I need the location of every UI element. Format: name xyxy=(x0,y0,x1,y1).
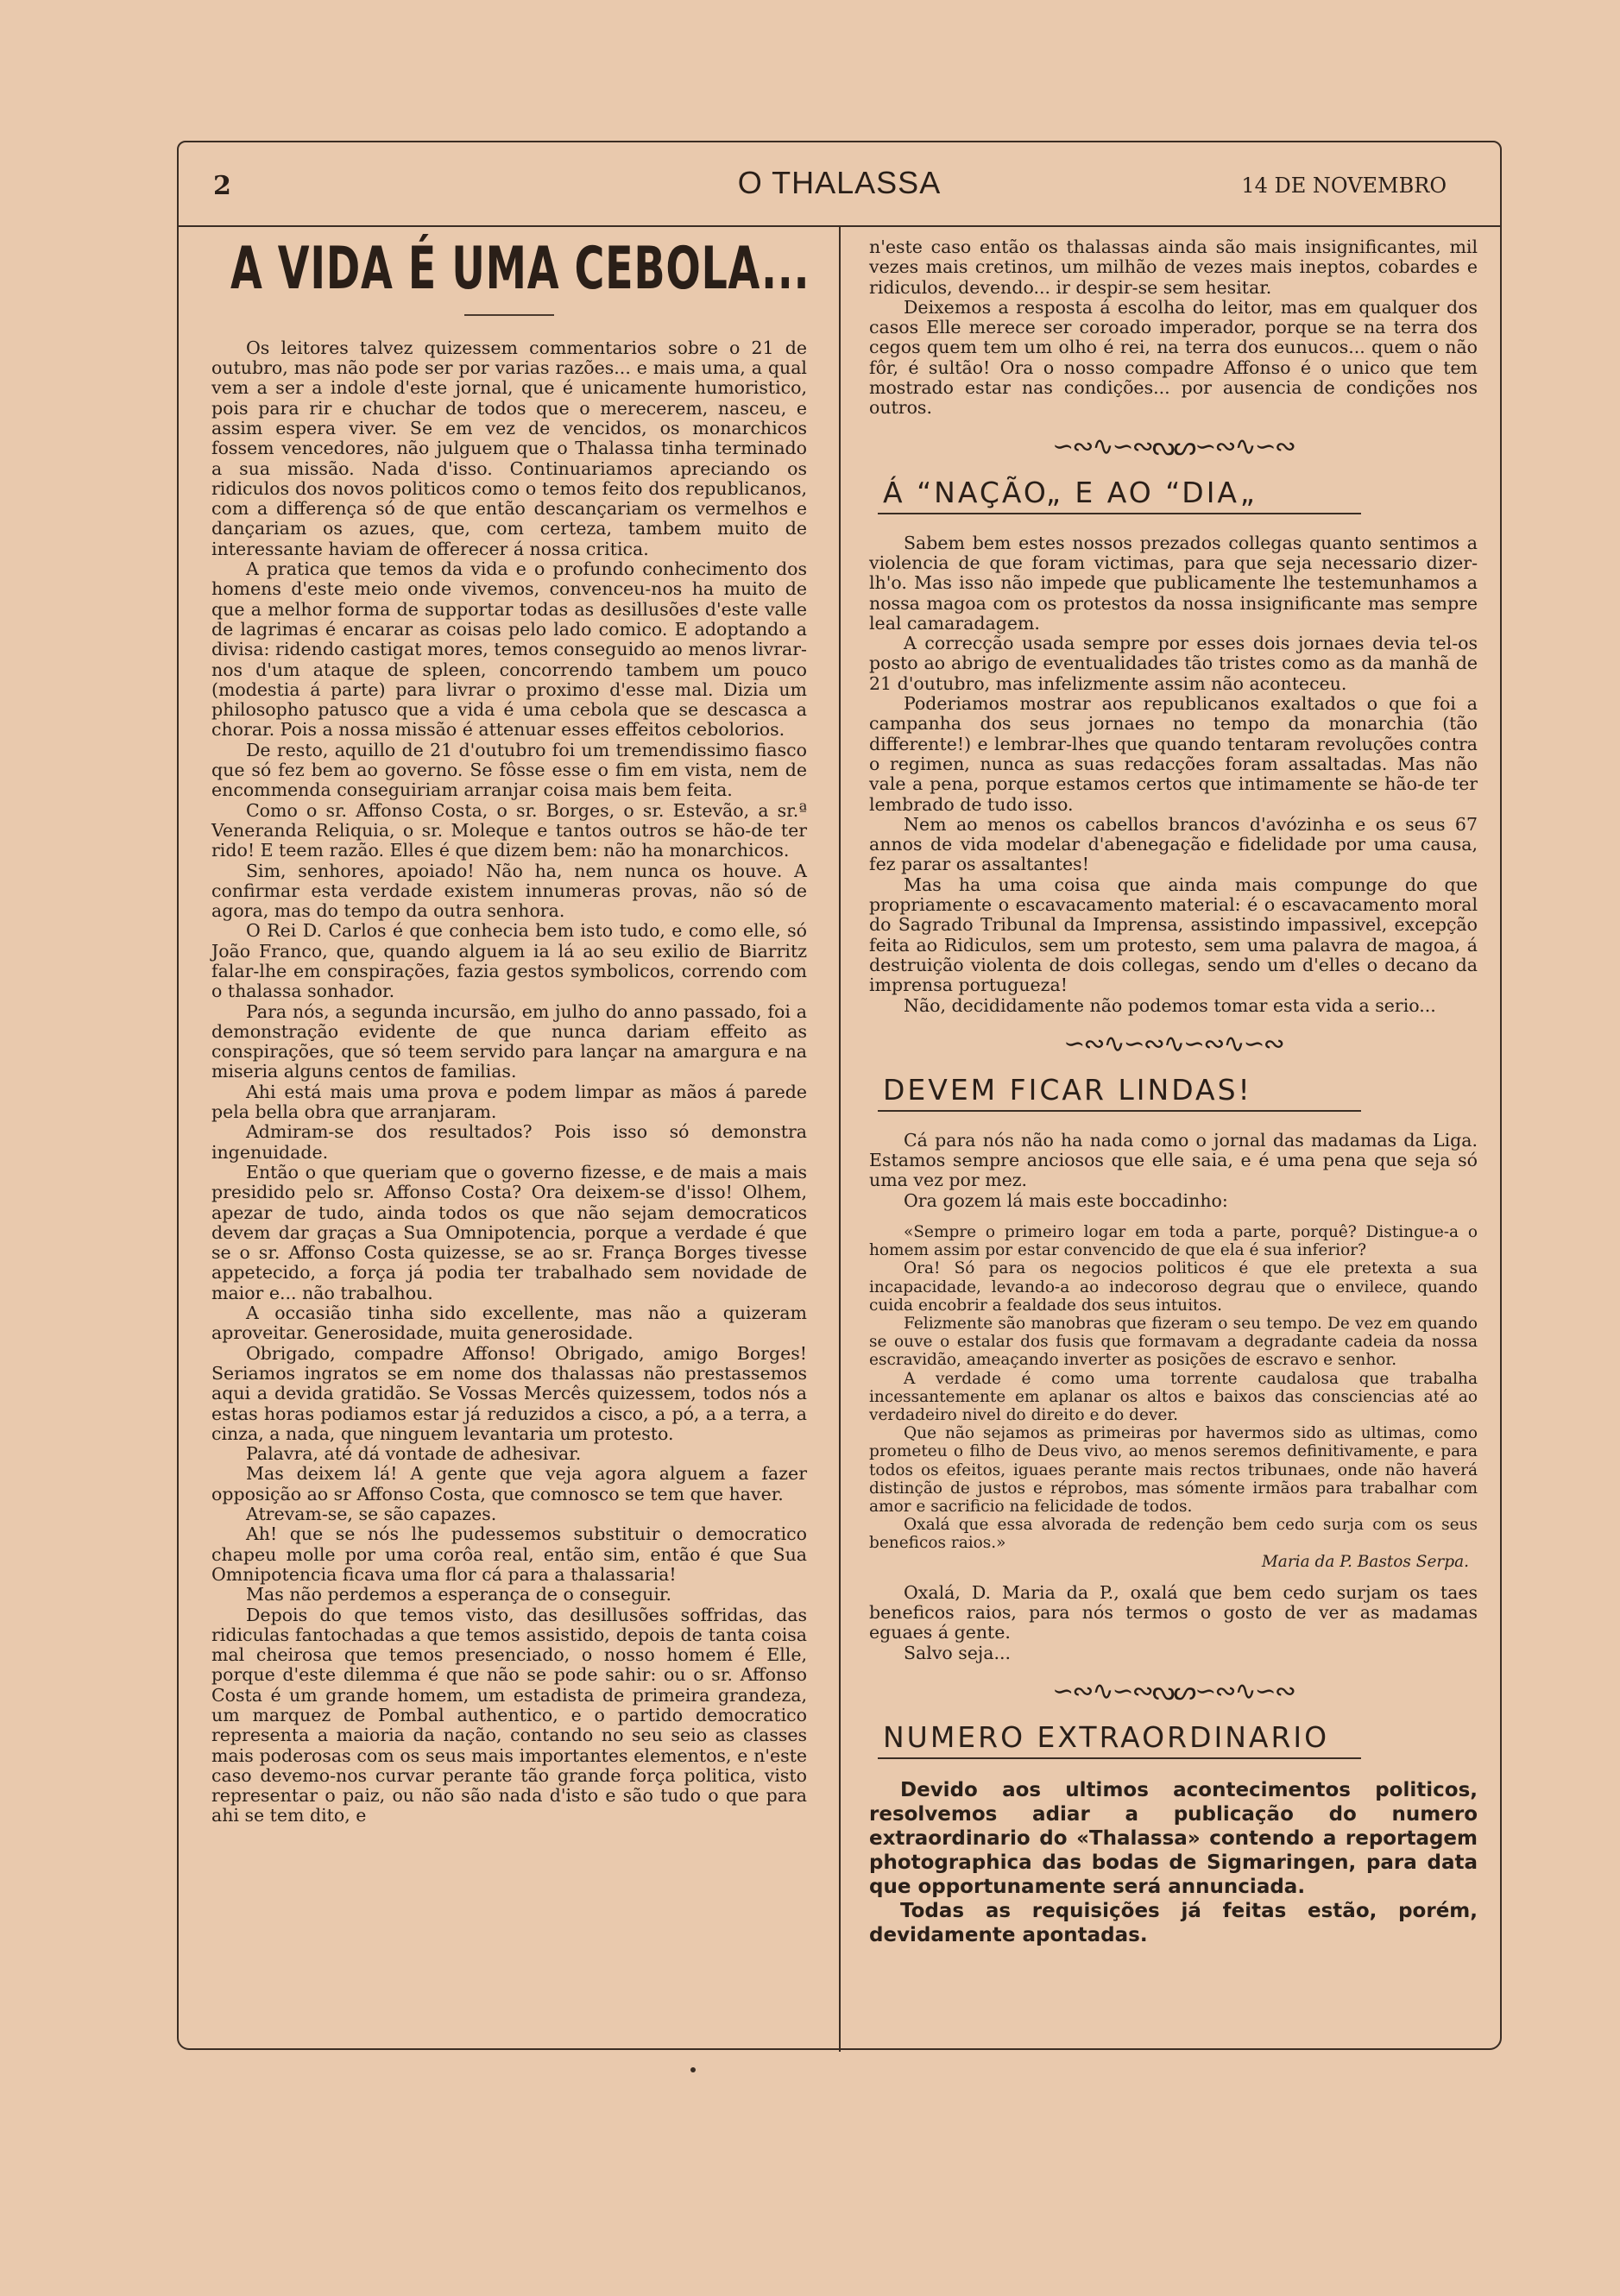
section-body-devem-ficar-lindas xyxy=(869,1131,1478,1211)
paragraph: Obrigado, compadre Affonso! Obrigado, amigo Borges! Seriamos ingratos se em nome dos thalassas não prestassemos aqui a devida gratidão. Se Vossas Mercês quizessem, todos nós a estas horas podiamos estar já reduzidos a cisco, a pó, a a terra, a cinza, a nada, que ninguem levantaria um protesto. xyxy=(211,1342,807,1444)
notice-body xyxy=(869,1778,1478,1947)
paragraph: Mas deixem lá! A gente que veja agora alguem a fazer opposição ao sr Affonso Costa, que comnosco se tem que haver. xyxy=(211,1463,807,1504)
paragraph: n'este caso então os thalassas ainda são mais insignificantes, mil vezes mais cretinos, um milhão de vezes mais ineptos, cobardes e ridiculos, devendo... ir despir-se sem hesitar. xyxy=(869,237,1478,298)
flourish-ornament: ∽∾∿∽∾∿∽∾∿∽∾ xyxy=(1063,1028,1283,1059)
paragraph: Para nós, a segunda incursão, em julho do anno passado, foi a demonstração evidente de que nunca dariam effeito as conspirações, que só teem servido para lançar na amargura e na miseria alguns centos de familias. xyxy=(211,1000,807,1082)
paragraph: Mas não perdemos a esperança de o conseguir. xyxy=(246,1584,672,1605)
paragraph: A occasião tinha sido excellente, mas não a quizeram aproveitar. Generosidade, muita generosidade. xyxy=(211,1303,807,1344)
section-rule xyxy=(878,1757,1361,1759)
title-rule xyxy=(464,314,554,316)
letter-signature: Maria da P. Bastos Serpa. xyxy=(1261,1552,1469,1571)
paragraph: O Rei D. Carlos é que conhecia bem isto tudo, e como elle, só João Franco, que, quando alguem ia lá ao seu exilio de Biarritz falar-lhe em conspirações, fazia gestos symbolicos, correndo com o thalassa sonhador. xyxy=(211,920,807,1002)
section-rule xyxy=(878,513,1361,514)
page-header xyxy=(179,142,1500,227)
paragraph: Sabem bem estes nossos prezados collegas quanto sentimos a violencia de que foram victimas, para que seja necessario dizer-lh'o. Mas isso não impede que publicamente lhe testemunhamos a nossa magoa com os protestos da nossa insignificante mas sempre leal camaradagem. xyxy=(869,532,1478,634)
paragraph: Deixemos a resposta á escolha do leitor, mas em qualquer dos casos Elle merece ser coroado imperador, porque se na terra dos cegos quem tem um olho é rei, na terra dos eunucos... quem o não fôr, é sultão! Ora o nosso compadre Affonso é o unico que tem mostrado estar nas condições... por ausencia de condições nos outros. xyxy=(869,296,1478,419)
page-number: 2 xyxy=(213,171,231,201)
paragraph: Todas as requisições já feitas estão, porém, devidamente apontadas. xyxy=(869,1900,1478,1947)
paragraph: Atrevam-se, se são capazes. xyxy=(246,1504,497,1525)
paragraph: Poderiamos mostrar aos republicanos exaltados o que foi a campanha dos seus jornaes no tempo da monarchia (tão differente!) e lembrar-lhes que quando tentaram revoluções contra o regimen, nunca as suas redacções foram assaltadas. Mas não vale a pena, porque estamos certos que intimamente se hão-de ter lembrado de tudo isso. xyxy=(869,693,1478,815)
paragraph: Não, decididamente não podemos tomar esta vida a serio... xyxy=(904,994,1436,1016)
paragraph: Que não sejamos as primeiras por havermos sido as ultimas, como prometeu o filho de Deus vivo, ao menos seremos definitivamente, e para todos os efeitos, iguaes perante mais rectos tribunaes, onde não haverá distinção de justos e réprobos, mas sómente irmãos para trabalhar com amor e sacrificio na felicidade de todos. xyxy=(869,1424,1478,1517)
flourish-ornament: ∽∾∿∽∾ᔓᔕ∽∾∿∽∾ xyxy=(1052,1676,1295,1707)
article-body xyxy=(211,338,807,1826)
paragraph: Felizmente são manobras que fizeram o seu tempo. De vez em quando se ouve o estalar dos fusis que formavam a degradante cadeia da nossa escravidão, ameaçando inverter as posições de escravo e senhor. xyxy=(869,1315,1478,1370)
article-continuation xyxy=(869,237,1478,419)
section-rule xyxy=(878,1110,1361,1112)
section-outro xyxy=(869,1583,1478,1663)
paragraph: Ah! que se nós lhe pudessemos substituir o democratico chapeu molle por uma corôa real, então sim, então é que Sua Omnipotencia ficava uma flor cá para a thalassaria! xyxy=(211,1523,807,1585)
paragraph: Então o que queriam que o governo fizesse, e de mais a mais presidido pelo sr. Affonso Costa? Ora deixem-se d'isso! Olhem, apezar de tudo, ainda todos os que não sejam democraticos devem dar graças a Sua Omnipotencia, porque a verdade é que se o sr. Affonso Costa quizesse, se ao sr. França Borges tivesse appetecido, a força já podia ter trabalhado sem novidade de maior e... não trabalhou. xyxy=(211,1161,807,1303)
paragraph: Oxalá que essa alvorada de redenção bem cedo surja com os seus beneficos raios.» xyxy=(869,1516,1478,1553)
paragraph: Devido aos ultimos acontecimentos politicos, resolvemos adiar a publicação do numero extraordinario do «Thalassa» contendo a reportagem photographica das bodas de Sigmaringen, para data que opportunamente será annunciada. xyxy=(869,1779,1478,1899)
paragraph: Admiram-se dos resultados? Pois isso só demonstra ingenuidade. xyxy=(211,1121,807,1163)
paragraph: Mas ha uma coisa que ainda mais compunge do que propriamente o escavacamento material: é o escavacamento moral do Sagrado Tribunal da Imprensa, assistindo impassivel, excepção feita ao Ridiculos, sem um protesto, sem uma palavra de magoa, á destruição violenta de dois collegas, sendo um d'elles o decano da imprensa portugueza! xyxy=(869,874,1478,996)
paragraph: Como o sr. Affonso Costa, o sr. Borges, o sr. Estevão, a sr.ª Veneranda Reliquia, o sr. Moleque e tantos outros se hão-de ter rido! E teem razão. Elles é que dizem bem: não ha monarchicos. xyxy=(211,799,807,861)
paragraph: Ora! Só para os negocios politicos é que ele pretexta a sua incapacidade, levando-a ao indecoroso degrau que o envilece, quando cuida encobrir a fealdade dos seus intuitos. xyxy=(869,1259,1478,1315)
paragraph: Depois do que temos visto, das desillusões soffridas, das ridiculas fantochadas a que temos assistido, depois de tanta coisa mal cheirosa que temos presenciado, o nosso homem é Elle, porque d'este dilemma é que não se pode sahir: ou o sr. Affonso Costa é um grande homem, um estadista de primeira grandeza, um marquez de Pombal authentico, e o partido democratico representa a maioria da nação, contando no seu seio as classes mais poderosas com os seus mais importantes elementos, e n'este caso devemo-nos curvar perante tão grande força politica, visto representar o paiz, ou não são nada d'isto e são tudo o que para ahi se tem dito, e xyxy=(211,1604,807,1826)
column-divider xyxy=(839,225,841,2052)
paragraph: Ahi está mais uma prova e podem limpar as mãos á parede pela bella obra que arranjaram. xyxy=(211,1081,807,1123)
paragraph: Oxalá, D. Maria da P., oxalá que bem cedo surjam os taes beneficos raios, para nós termos o gosto de ver as madamas eguaes á gente. xyxy=(869,1581,1478,1643)
section-body-nacao-dia xyxy=(869,533,1478,1016)
paragraph: A verdade é como uma torrente caudalosa que trabalha incessantemente em aplanar os altos e baixos das consciencias até ao verdadeiro nivel do direito e do dever. xyxy=(869,1369,1478,1425)
section-title-numero-extraordinario: NUMERO EXTRAORDINARIO xyxy=(883,1720,1330,1755)
flourish-ornament: ∽∾∿∽∾ᔓᔕ∽∾∿∽∾ xyxy=(1052,431,1295,462)
section-title-nacao-dia: Á “NAÇÃO„ E AO “DIA„ xyxy=(883,475,1258,509)
paragraph: De resto, aquillo de 21 d'outubro foi um tremendissimo fiasco que só fez bem ao governo. Se fôsse esse o fim em vista, nem de encommenda conseguiriam arranjar coisa mais bem feita. xyxy=(211,739,807,801)
newspaper-title: O THALASSA xyxy=(737,165,942,200)
paragraph: Salvo seja... xyxy=(904,1642,1012,1663)
page-frame xyxy=(177,141,1502,2050)
paragraph: Sim, senhores, apoiado! Não ha, nem nunca os houve. A confirmar esta verdade existem innumeras provas, não só de agora, mas do tempo da outra senhora. xyxy=(211,860,807,922)
paragraph: «Sempre o primeiro logar em toda a parte, porquê? Distingue-a o homem assim por estar convencido de que ela é sua inferior? xyxy=(869,1222,1478,1260)
paragraph: A pratica que temos da vida e o profundo conhecimento dos homens d'este meio onde vivemos, convenceu-nos ha muito de que a melhor forma de supportar todas as desillusões d'este valle de lagrimas é encarar as coisas pelo lado comico. E adoptando a divisa: ridendo castigat mores, temos conseguido ao menos livrar-nos d'um ataque de spleen, concorrendo tambem um pouco (modestia á parte) para livrar o proximo d'esse mal. Dizia um philosopho patusco que a vida é uma cebola que se descasca a chorar. Pois a nossa missão é attenuar esses effeitos cebolorios. xyxy=(211,558,807,741)
paragraph: Palavra, até dá vontade de adhesivar. xyxy=(246,1443,582,1465)
paragraph: Nem ao menos os cabellos brancos d'avózinha e os seus 67 annos de vida modelar d'abenegação e fidelidade por uma causa, fez parar os assaltantes! xyxy=(869,813,1478,875)
quoted-letter xyxy=(869,1223,1478,1571)
right-column xyxy=(869,237,1478,1947)
section-title-devem-ficar-lindas: DEVEM FICAR LINDAS! xyxy=(883,1072,1252,1107)
paragraph: Os leitores talvez quizessem commentarios sobre o 21 de outubro, mas não pode ser por varias razões... e mais uma, a qual vem a ser a indole d'este jornal, que é unicamente humoristico, pois para rir e chuchar de todos que o merecerem, nasceu, e assim espera viver. Se em vez de vencidos, os monarchicos fossem vencedores, não julguem que o Thalassa tinha terminado a sua missão. Nada d'isso. Continuariamos apreciando os ridiculos dos novos politicos como o temos feito dos republicanos, com a differença só de que então descançariam os vermelhos e dançariam os azues, que, com certeza, tambem muito de interessante haviam de offerecer á nossa critica. xyxy=(211,337,807,559)
paragraph: Cá para nós não ha nada como o jornal das madamas da Liga. Estamos sempre anciosos que elle saia, e é uma pena que seja só uma vez por mez. xyxy=(869,1129,1478,1191)
page-dot xyxy=(690,2067,696,2072)
issue-date: 14 DE NOVEMBRO xyxy=(1241,173,1447,198)
left-column xyxy=(211,235,810,1826)
paragraph: A correcção usada sempre por esses dois jornaes devia tel-os posto ao abrigo de eventualidades tão tristes como as da manhã de 21 d'outubro, mas infelizmente assim não aconteceu. xyxy=(869,633,1478,694)
article-title: A VIDA É UMA CEBOLA... xyxy=(230,235,810,303)
paragraph: Ora gozem lá mais este boccadinho: xyxy=(904,1189,1228,1211)
